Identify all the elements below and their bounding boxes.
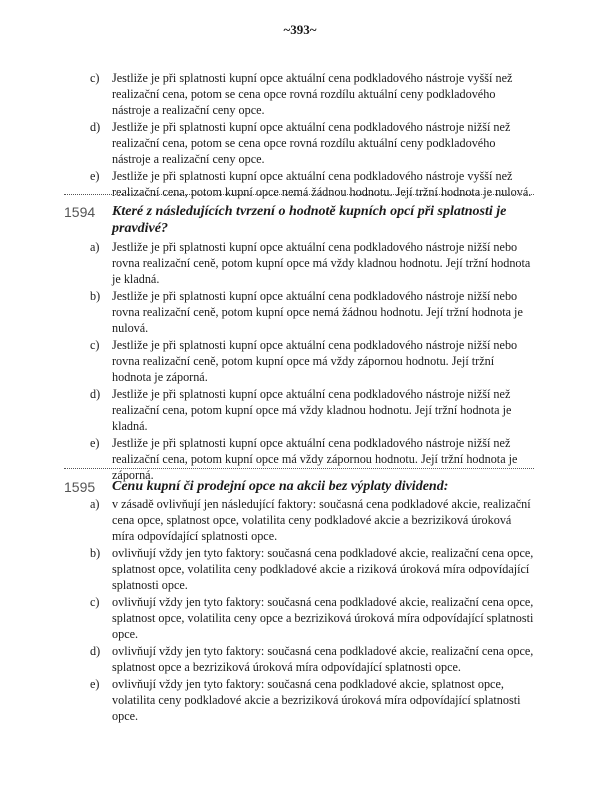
question-text: Cenu kupní či prodejní opce na akcii bez výplaty dividend: (112, 479, 449, 494)
question-text: Které z následujících tvrzení o hodnotě kupních opcí při splatnosti je pravdivé? (112, 204, 507, 236)
option-text: v zásadě ovlivňují jen následující faktory: současná cena podkladové akcie, realizační cena opce, splatnost opce, volatilita ceny podkladové akcie a bezriziková úroková míra odpovídající splatnosti opce. (112, 497, 531, 543)
option-b (64, 288, 534, 336)
option-text: Jestliže je při splatnosti kupní opce aktuální cena podkladového nástroje nižší než realizační cena, potom kupní opce má vždy kladnou hodnotu. Její tržní hodnota je kladná. (112, 387, 512, 433)
option-e (64, 435, 534, 483)
question-number: 1595 (64, 479, 96, 495)
option-letter: d) (90, 644, 101, 658)
option-letter: d) (90, 387, 101, 401)
option-a (64, 496, 534, 544)
page-number: ~393~ (283, 22, 317, 37)
option-c (64, 70, 534, 118)
option-text: Jestliže je při splatnosti kupní opce aktuální cena podkladového nástroje vyšší než realizační cena, potom kupní opce nemá žádnou hodnotu. Její tržní hodnota je nulová. (112, 169, 532, 199)
option-text: Jestliže je při splatnosti kupní opce aktuální cena podkladového nástroje nižší než realizační cena, potom se cena opce rovná rozdílu aktuální ceny podkladového nástroje a realizační ceny opce. (112, 120, 511, 166)
option-c (64, 594, 534, 642)
option-text: ovlivňují vždy jen tyto faktory: současná cena podkladové akcie, realizační cena opce, splatnost opce, volatilita ceny opce a bezriziková úroková míra odpovídající splatnosti opce. (112, 595, 534, 641)
option-letter: e) (90, 436, 100, 450)
option-a (64, 239, 534, 287)
option-b (64, 545, 534, 593)
option-d (64, 643, 534, 675)
option-text: Jestliže je při splatnosti kupní opce aktuální cena podkladového nástroje vyšší než realizační cena, potom se cena opce rovná rozdílu aktuální ceny podkladového nástroje a realizační ceny opce. (112, 71, 513, 117)
option-d (64, 386, 534, 434)
option-text: ovlivňují vždy jen tyto faktory: současná cena podkladové akcie, splatnost opce, volatilita ceny podkladové akcie a bezriziková úroková míra odpovídající splatnosti opce. (112, 677, 521, 723)
option-letter: c) (90, 338, 100, 352)
option-d (64, 119, 534, 167)
option-text: Jestliže je při splatnosti kupní opce aktuální cena podkladového nástroje nižší než realizační cena, potom kupní opce má vždy zápornou hodnotu. Její tržní hodnota je záporná. (112, 436, 518, 482)
option-letter: d) (90, 120, 101, 134)
option-text: ovlivňují vždy jen tyto faktory: současná cena podkladové akcie, realizační cena opce, splatnost opce a bezriziková úroková míra odpovídající splatnosti opce. (112, 644, 534, 674)
option-letter: e) (90, 169, 100, 183)
option-text: Jestliže je při splatnosti kupní opce aktuální cena podkladového nástroje nižší nebo rovna realizační ceně, potom kupní opce má vždy kladnou hodnotu. Její tržní hodnota je kladná. (112, 240, 531, 286)
option-letter: b) (90, 546, 101, 560)
option-e (64, 676, 534, 724)
option-e (64, 168, 534, 200)
question-number: 1594 (64, 204, 96, 220)
option-letter: e) (90, 677, 100, 691)
option-text: ovlivňují vždy jen tyto faktory: současná cena podkladové akcie, realizační cena opce, splatnost opce, volatilita ceny podkladové akcie a riziková úroková míra odpovídající splatnosti opce. (112, 546, 534, 592)
question-1595-options (64, 496, 534, 725)
question-1594-options (64, 239, 534, 484)
option-text: Jestliže je při splatnosti kupní opce aktuální cena podkladového nástroje nižší nebo rovna realizační ceně, potom kupní opce nemá žádnou hodnotu. Její tržní hodnota je nulová. (112, 289, 523, 335)
question-1595-header (64, 478, 534, 495)
option-letter: b) (90, 289, 101, 303)
option-c (64, 337, 534, 385)
option-letter: c) (90, 71, 100, 85)
option-letter: a) (90, 240, 100, 254)
question-1593-options (64, 70, 534, 201)
question-1594-header (64, 203, 534, 237)
separator (64, 194, 534, 195)
option-text: Jestliže je při splatnosti kupní opce aktuální cena podkladového nástroje nižší nebo rovna realizační ceně, potom kupní opce má vždy zápornou hodnotu. Její tržní hodnota je záporná. (112, 338, 518, 384)
option-letter: c) (90, 595, 100, 609)
separator (64, 468, 534, 469)
option-letter: a) (90, 497, 100, 511)
